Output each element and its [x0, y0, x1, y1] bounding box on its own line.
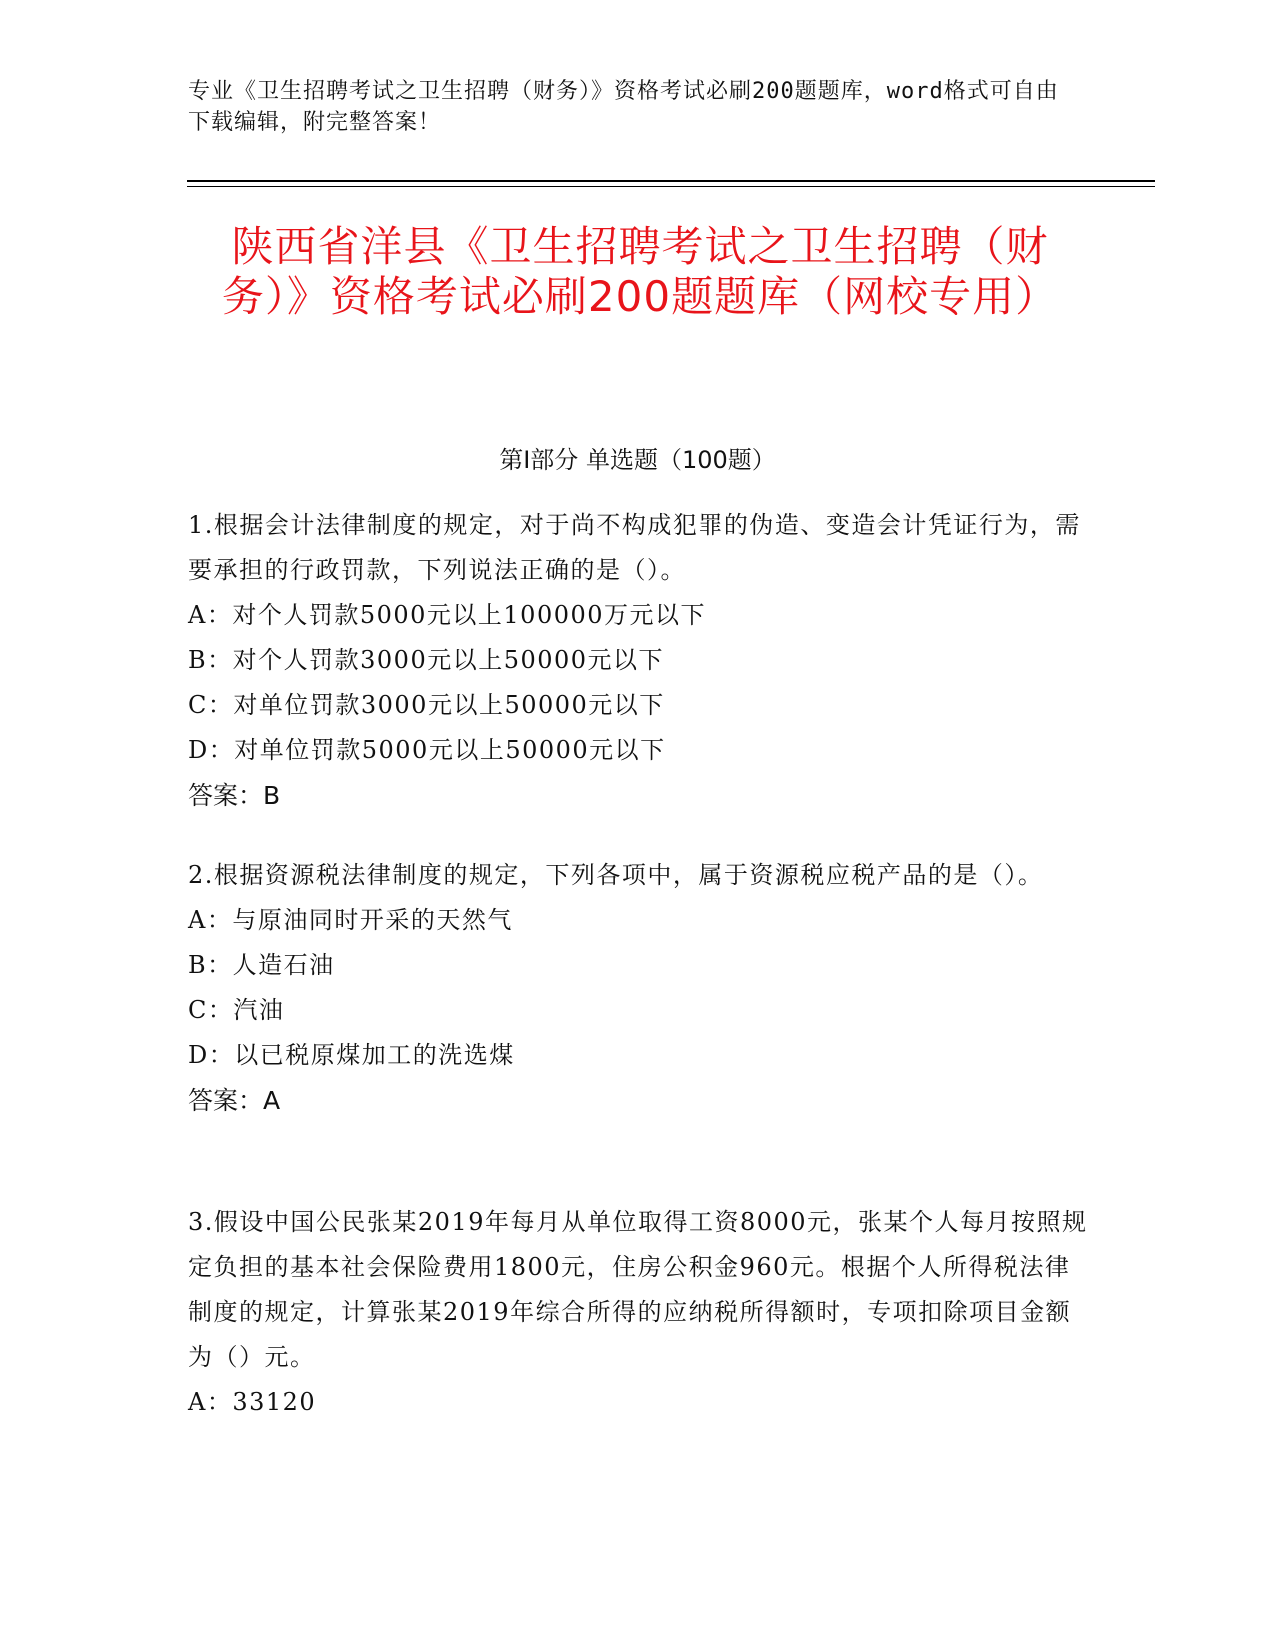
option-b: B：人造石油	[188, 951, 335, 979]
answer: 答案：B	[188, 781, 281, 810]
question-stem: 1.根据会计法律制度的规定，对于尚不构成犯罪的伪造、变造会计凭证行为，需要承担的行政罚款，下列说法正确的是（）。	[188, 511, 1081, 584]
option-c: C：对单位罚款3000元以上50000元以下	[188, 691, 665, 719]
option-d: D：对单位罚款5000元以上50000元以下	[188, 736, 666, 764]
option-c: C：汽油	[188, 996, 285, 1024]
option-a: A：与原油同时开采的天然气	[188, 906, 513, 934]
option-a: A：对个人罚款5000元以上100000万元以下	[188, 601, 707, 629]
section-heading: 第I部分 单选题（100题）	[499, 446, 776, 474]
header-note: 专业《卫生招聘考试之卫生招聘（财务）》资格考试必刷200题题库，word格式可自由下载编辑，附完整答案！	[188, 79, 1059, 135]
header-divider-thin	[187, 186, 1155, 187]
answer: 答案：A	[188, 1086, 281, 1115]
option-b: B：对个人罚款3000元以上50000元以下	[188, 646, 665, 674]
question-2	[188, 853, 1088, 1124]
option-d: D：以已税原煤加工的洗选煤	[188, 1041, 515, 1069]
question-stem: 2.根据资源税法律制度的规定，下列各项中，属于资源税应税产品的是（）。	[188, 861, 1044, 889]
question-1	[188, 503, 1088, 819]
header-divider-thick	[187, 180, 1155, 182]
question-stem: 3.假设中国公民张某2019年每月从单位取得工资8000元，张某个人每月按照规定负担的基本社会保险费用1800元，住房公积金960元。根据个人所得税法律制度的规定，计算张某2019年综合所得的应纳税所得额时，专项扣除项目金额为（）元。	[188, 1208, 1088, 1371]
option-a: A：33120	[188, 1388, 317, 1416]
document-title: 陕西省洋县《卫生招聘考试之卫生招聘（财务）》资格考试必刷200题题库（网校专用）	[221, 222, 1059, 321]
question-3	[188, 1200, 1088, 1425]
